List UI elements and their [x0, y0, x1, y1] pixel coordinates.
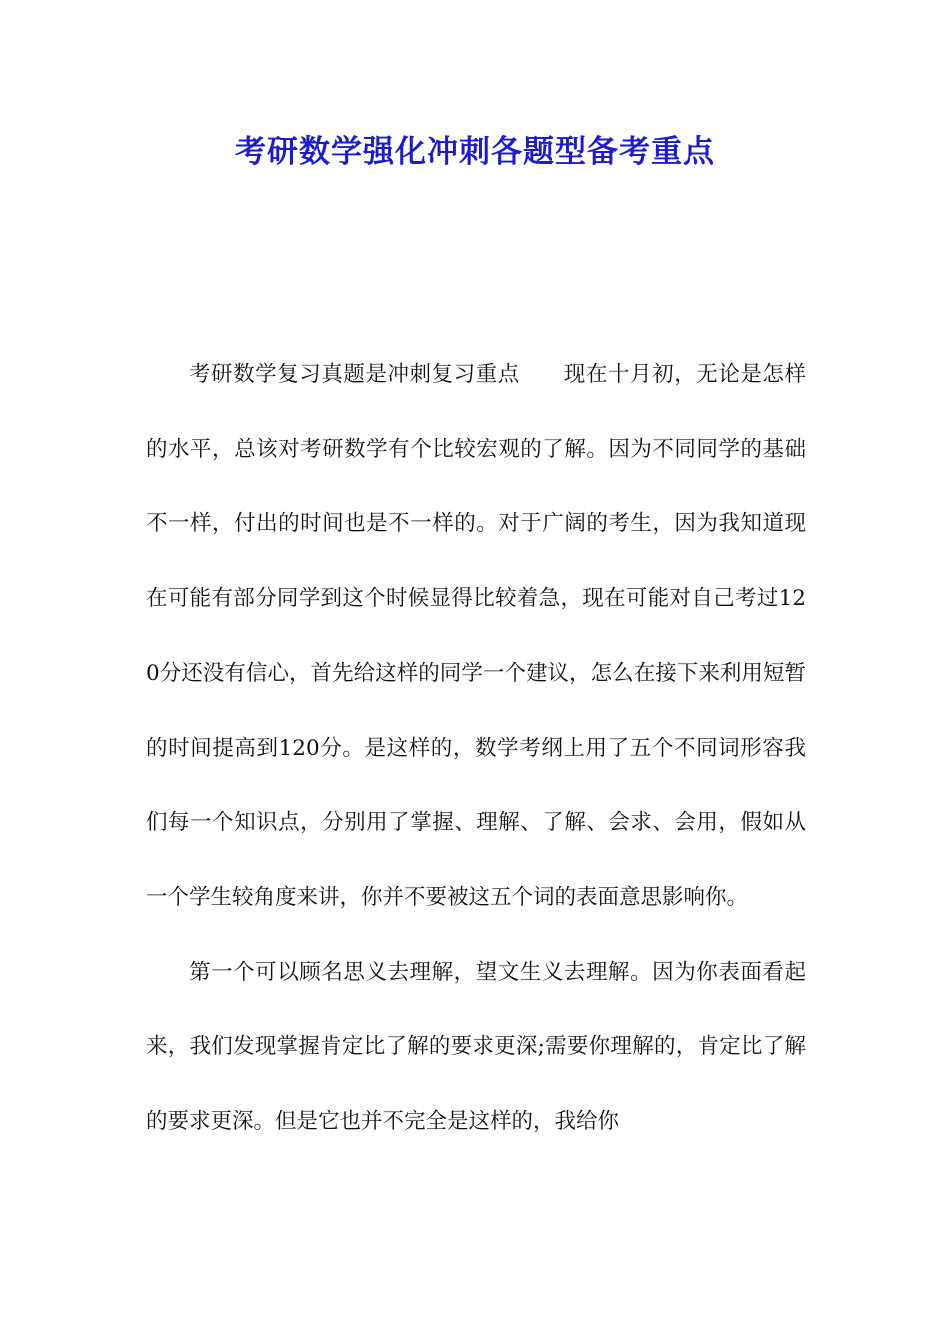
paragraph: 第一个可以顾名思义去理解，望文生义去理解。因为你表面看起来，我们发现掌握肯定比了解的要求更深;需要你理解的，肯定比了解的要求更深。但是它也并不完全是这样的，我给你 — [146, 959, 806, 1135]
document-title: 考研数学强化冲刺各题型备考重点 — [235, 134, 715, 170]
document-body — [146, 338, 806, 1160]
paragraph: 考研数学复习真题是冲刺复习重点 现在十月初，无论是怎样的水平，总该对考研数学有个比较宏观的了解。因为不同同学的基础不一样，付出的时间也是不一样的。对于广阔的考生，因为我知道现在可能有部分同学到这个时候显得比较着急，现在可能对自己考过120分还没有信心，首先给这样的同学一个建议，怎么在接下来利用短暂的时间提高到120分。是这样的，数学考纲上用了五个不同词形容我们每一个知识点，分别用了掌握、理解、了解、会求、会用，假如从一个学生较角度来讲，你并不要被这五个词的表面意思影响你。 — [146, 362, 806, 910]
